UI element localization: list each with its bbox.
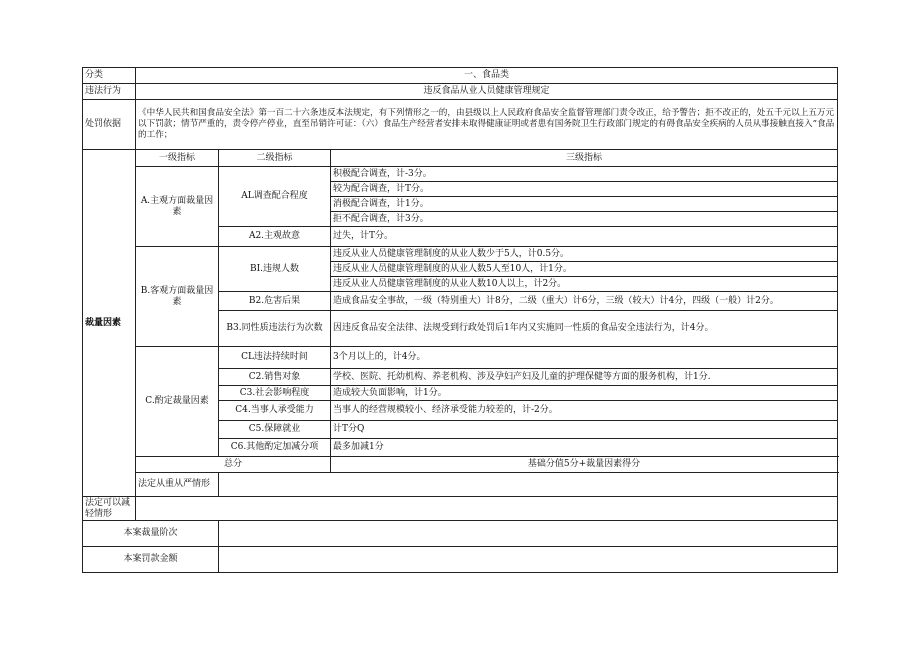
criterion-b3-1: 因违反食品安全法律、法规受到行政处罚后1年内又实施同一性质的食品安全违法行为，计4分。 xyxy=(331,311,838,347)
factors-label: 裁量因素 xyxy=(83,150,136,497)
indicator-c4: C4.当事人承受能力 xyxy=(219,401,331,421)
heavier-label: 法定从重从严情形 xyxy=(136,473,219,497)
row-headers xyxy=(83,150,838,167)
basis-text: 《中华人民共和国食品安全法》第一百二十六条违反本法规定，有下列情形之一的，由县级以上人民政府食品安全监督管理部门责令改正，给予警告；拒不改正的，处五千元以上五万元以下罚款；情节严重的，责令停产停业，直至吊销许可证：（六）食品生产经营者安排未取得健康证明或者患有国务院卫生行政部门规定的有碍食品安全疾病的人员从事接触直接入”食品的工作； xyxy=(136,100,838,150)
total-label: 总分 xyxy=(136,457,331,473)
row-basis xyxy=(83,100,838,150)
header-level2: 二级指标 xyxy=(219,150,331,167)
violation-label: 违法行为 xyxy=(83,84,136,100)
criterion-c3-1: 造成较大负面影响，计1分。 xyxy=(331,386,838,401)
indicator-b2: B2.危害后果 xyxy=(219,292,331,311)
criterion-b2-1: 造成食品安全事故，一级（特别重大）计8分，二级（重大）计6分，三级（较大）计4分，四级（一般）计2分。 xyxy=(331,292,838,311)
criterion-c1-1: 3个月以上的，计4分。 xyxy=(331,347,838,369)
criterion-c2-1: 学校、医院、托幼机构、养老机构、涉及孕妇产妇及儿童的护理保健等方面的服务机构，计1分. xyxy=(331,369,838,386)
criterion-c5-1: 计T分Q xyxy=(331,421,838,439)
criterion-a2-1: 过失，计T分。 xyxy=(331,227,838,247)
indicator-b3: B3.同性质违法行为次数 xyxy=(219,311,331,347)
row-violation xyxy=(83,84,838,100)
level-label: 本案裁量阶次 xyxy=(83,521,219,547)
indicator-c6: C6.其他酌定加减分项 xyxy=(219,439,331,457)
indicator-c2: C2.销售对象 xyxy=(219,369,331,386)
indicator-b1: BI.违规人数 xyxy=(219,247,331,292)
row-level xyxy=(83,521,838,547)
indicator-c5: C5.保障就业 xyxy=(219,421,331,439)
row-fine xyxy=(83,547,838,573)
fine-value xyxy=(219,547,838,573)
group-a-label: A.主观方面裁量因素 xyxy=(136,167,219,247)
row-lighter xyxy=(83,497,838,521)
criterion-c6-1: 最多加减1分 xyxy=(331,439,838,457)
criterion-b1-3: 违反从业人员健康管理制度的从业人数10人以上，计2分。 xyxy=(331,277,838,292)
lighter-label: 法定可以减轻情形 xyxy=(83,497,136,521)
level-value xyxy=(219,521,838,547)
criterion-a1-2: 较为配合调查，计T分。 xyxy=(331,182,838,197)
total-value: 基础分值5分+裁量因素得分 xyxy=(331,457,838,473)
criterion-a1-1: 积极配合调查，计-3分。 xyxy=(331,167,838,182)
indicator-c1: CL违法持续时间 xyxy=(219,347,331,369)
row-heavier xyxy=(83,473,838,497)
violation-value: 违反食品从业人员健康管理规定 xyxy=(136,84,838,100)
criterion-a1-4: 拒不配合调查，计3分。 xyxy=(331,212,838,227)
row-total xyxy=(83,457,838,473)
header-level3: 三级指标 xyxy=(331,150,838,167)
indicator-c3: C3.社会影响程度 xyxy=(219,386,331,401)
header-level1: 一级指标 xyxy=(136,150,219,167)
criterion-a1-3: 消极配合调查，计1分。 xyxy=(331,197,838,212)
category-value: 一、食品类 xyxy=(136,68,838,84)
indicator-a1: AL调查配合程度 xyxy=(219,167,331,227)
criterion-b1-2: 违反从业人员健康管理制度的从业人数5人至10人，计1分。 xyxy=(331,262,838,277)
basis-label: 处罚依据 xyxy=(83,100,136,150)
penalty-discretion-table xyxy=(82,67,838,573)
heavier-value xyxy=(219,473,838,497)
group-b-label: B.客观方面裁量因素 xyxy=(136,247,219,347)
group-c-label: C.酌定裁量因素 xyxy=(136,347,219,457)
indicator-a2: A2.主观故意 xyxy=(219,227,331,247)
fine-label: 本案罚款金额 xyxy=(83,547,219,573)
criterion-b1-1: 违反从业人员健康管理制度的从业人数少于5人，计0.5分。 xyxy=(331,247,838,262)
criterion-c4-1: 当事人的经营规模较小、经济承受能力较差的，计-2分。 xyxy=(331,401,838,421)
category-label: 分类 xyxy=(83,68,136,84)
lighter-value xyxy=(136,497,838,521)
row-category xyxy=(83,68,838,84)
